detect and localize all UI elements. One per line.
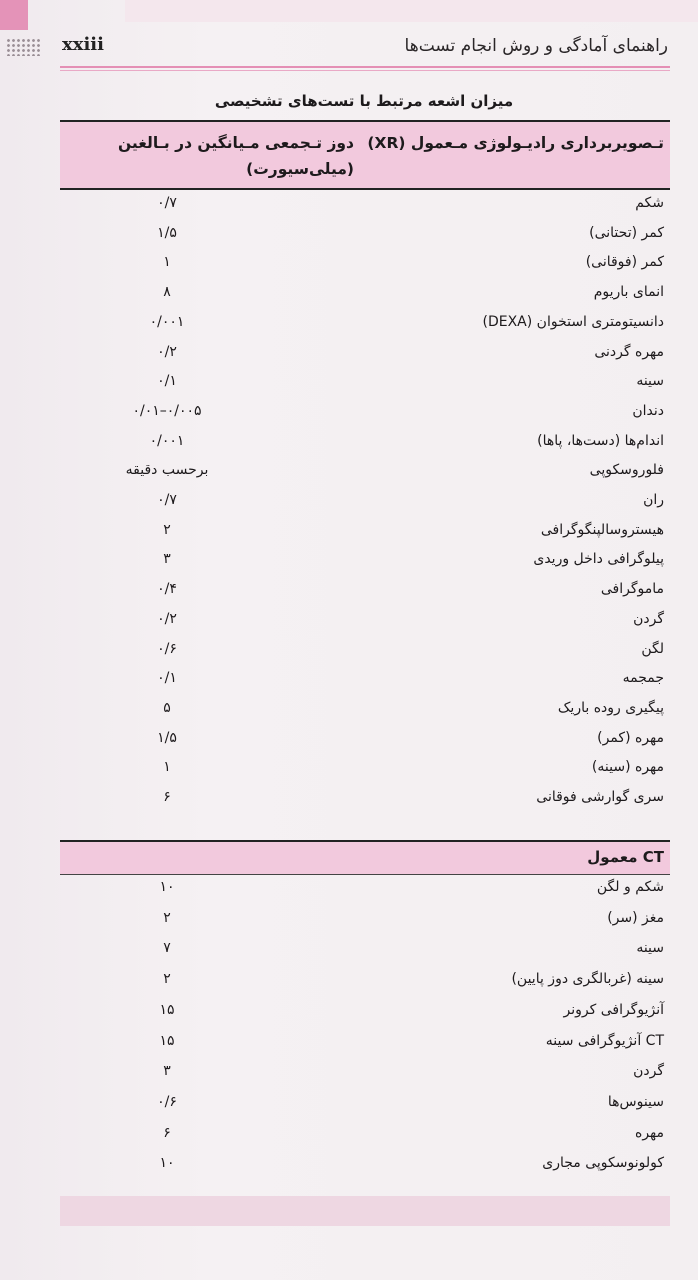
corner-tab: [0, 0, 28, 30]
header-title: راهنمای آمادگی و روش انجام تست‌ها: [404, 36, 668, 56]
dose-value: ۳: [163, 1063, 171, 1080]
dot-pattern: [6, 38, 40, 56]
table-row: [60, 1028, 670, 1058]
exam-name: شکم و لگن: [596, 879, 664, 895]
exam-name: کمر (فوقانی): [585, 254, 664, 271]
table-row: [60, 249, 670, 279]
exam-name: اندام‌ها (دست‌ها، پاها): [537, 432, 664, 449]
table-row: [60, 905, 670, 935]
exam-name: سینه (غربالگری دوز پایین): [511, 971, 664, 988]
dose-value: برحسب دقیقه: [125, 462, 209, 479]
exam-name: CT آنژیوگرافی سینه: [545, 1032, 664, 1049]
table-row: [60, 487, 670, 517]
table-row: [60, 279, 670, 309]
exam-name: سینه: [636, 373, 664, 390]
exam-name: مهره گردنی: [594, 343, 664, 360]
table-row: [60, 457, 670, 487]
running-header: [62, 28, 668, 64]
dose-value: ۱۵: [159, 1032, 175, 1049]
table-row: [60, 874, 670, 904]
dose-value: ۵: [163, 699, 171, 716]
dose-value: ۱/۵: [157, 224, 177, 241]
table-row: [60, 309, 670, 339]
dose-value: ۰/۰۰۱: [149, 432, 185, 449]
table-row: [60, 398, 670, 428]
exam-name: پیگیری روده باریک: [557, 699, 664, 716]
dose-value: ۱: [163, 759, 171, 776]
column-header-dose: دوز تـجمعی مـیانگین در بـالغین (میلی‌سیورت): [117, 134, 354, 178]
dose-value: ۱۵: [159, 1001, 175, 1018]
dose-value: ۰/۱: [157, 670, 177, 687]
exam-name: سری گوارشی فوقانی: [536, 789, 664, 805]
exam-name: ران: [643, 492, 664, 508]
table-row: [60, 339, 670, 369]
table-row: [60, 220, 670, 250]
table-row: [60, 1089, 670, 1119]
dose-value: ۰/۰۰۵–۰/۰۱: [132, 402, 202, 419]
exam-name: سینه: [636, 940, 664, 957]
exam-name: سینوس‌ها: [607, 1093, 664, 1110]
exam-name: مهره (سینه): [591, 759, 664, 776]
top-band: [125, 0, 698, 22]
table-title: میزان اشعه مرتبط با تست‌های تشخیصی: [214, 92, 514, 110]
page-number: xxiii: [62, 34, 104, 55]
exam-name: مغز (سر): [607, 909, 664, 926]
dose-value: ۰/۲: [157, 610, 177, 627]
table-row: [60, 754, 670, 784]
dose-value: ۲: [163, 971, 171, 988]
table-row: [60, 606, 670, 636]
exam-name: انمای باریوم: [593, 284, 664, 301]
ct-section-title: CT معمول: [587, 848, 664, 866]
exam-name: جمجمه: [622, 670, 664, 687]
table-row: [60, 190, 670, 220]
dose-value: ۰/۶: [157, 1093, 177, 1110]
exam-name: پیلوگرافی داخل وریدی: [533, 551, 664, 568]
exam-name: آنژیوگرافی کرونر: [563, 1001, 664, 1018]
exam-name: گردن: [633, 1063, 664, 1080]
dose-value: ۰/۲: [157, 343, 177, 360]
table-row: [60, 546, 670, 576]
header-rule-thin: [60, 70, 670, 71]
dose-value: ۲: [163, 909, 171, 926]
table-row: [60, 1120, 670, 1150]
dose-value: ۶: [163, 789, 171, 805]
table-row: [60, 725, 670, 755]
table-row: [60, 966, 670, 996]
table-row: [60, 1058, 670, 1088]
dose-value: ۲: [163, 521, 171, 538]
exam-name: لگن: [641, 640, 664, 657]
table-footer-band: [60, 1196, 670, 1226]
exam-name: مهره: [634, 1124, 664, 1141]
table-row: [60, 368, 670, 398]
dose-value: ۰/۱: [157, 373, 177, 390]
table-row: [60, 576, 670, 606]
dose-value: ۸: [163, 284, 171, 301]
table-row: [60, 517, 670, 547]
header-rule: [60, 66, 670, 68]
table-row: [60, 636, 670, 666]
dose-value: ۶: [163, 1124, 171, 1141]
table-row: [60, 935, 670, 965]
dose-value: ۰/۷: [157, 195, 177, 211]
exam-name: مهره (کمر): [597, 729, 664, 746]
dose-value: ۰/۴: [157, 581, 177, 598]
exam-name: ماموگرافی: [600, 581, 664, 598]
exam-name: دندان: [632, 402, 664, 419]
exam-name: کولونوسکوپی مجاری: [542, 1155, 664, 1172]
dose-value: ۱: [163, 254, 171, 271]
dose-value: ۳: [163, 551, 171, 568]
exam-name: کمر (تحتانی): [589, 224, 664, 241]
dose-value: ۱/۵: [157, 729, 177, 746]
table-header: [60, 120, 670, 190]
exam-name: گردن: [633, 610, 664, 627]
exam-name: فلوروسکوپی: [589, 462, 664, 479]
exam-name: دانسیتومتری استخوان (DEXA): [482, 313, 664, 330]
table-row: [60, 695, 670, 725]
ct-section-header: [60, 840, 670, 875]
table-row: [60, 784, 670, 814]
table-row: [60, 428, 670, 458]
dose-value: ۱۰: [159, 1155, 175, 1172]
table-row: [60, 997, 670, 1027]
column-header-exam: تـصویربرداری رادیـولوژی مـعمول (XR): [367, 134, 664, 152]
table-row: [60, 665, 670, 695]
exam-name: شکم: [635, 195, 664, 211]
table-row: [60, 1150, 670, 1180]
exam-name: هیستروسالپنگوگرافی: [540, 521, 664, 538]
dose-value: ۰/۶: [157, 640, 177, 657]
dose-value: ۰/۰۰۱: [149, 313, 185, 330]
dose-value: ۷: [163, 940, 171, 957]
dose-value: ۱۰: [159, 879, 175, 895]
dose-value: ۰/۷: [157, 492, 177, 508]
